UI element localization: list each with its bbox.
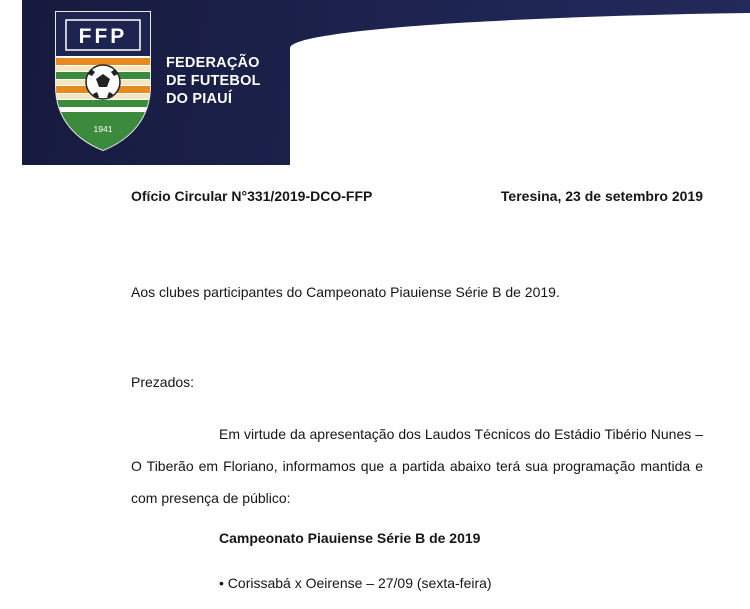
federation-name: [166, 54, 286, 108]
logo-acronym: FFP: [78, 25, 128, 48]
logo-founded-year: 1941: [93, 124, 113, 134]
match-list-item: • Corissabá x Oeirense – 27/09 (sexta-feira): [219, 575, 492, 591]
document-reference: Ofício Circular N°331/2019-DCO-FFP: [131, 188, 373, 204]
banner-white-curve: [290, 12, 750, 165]
federation-name-line-1: FEDERAÇÃO: [166, 55, 260, 71]
body-paragraph: [131, 418, 703, 514]
recipients-line: Aos clubes participantes do Campeonato Piauiense Série B de 2019.: [131, 284, 560, 300]
ffp-shield-logo: [48, 8, 158, 154]
soccer-ball-icon: [86, 65, 120, 99]
competition-title: Campeonato Piauiense Série B de 2019: [219, 530, 481, 546]
federation-name-line-2: DE FUTEBOL: [166, 73, 261, 89]
federation-name-line-3: DO PIAUÍ: [166, 91, 233, 107]
salutation: Prezados:: [131, 374, 195, 390]
body-text: Em virtude da apresentação dos Laudos Técnicos do Estádio Tibério Nunes – O Tiberão em Floriano, informamos que a partida abaixo terá sua programação mantida e com presença de público:: [131, 426, 703, 506]
place-and-date: Teresina, 23 de setembro 2019: [500, 188, 703, 204]
